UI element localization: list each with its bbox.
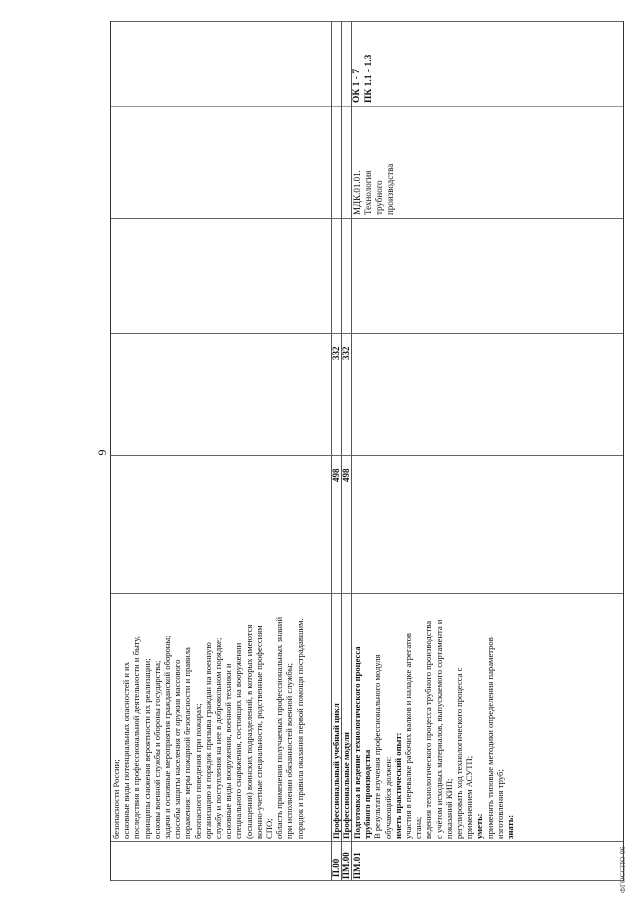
- upper-content-block: [111, 617, 305, 839]
- curriculum-table: [110, 21, 624, 881]
- content-line: поражения: меры пожарной безопасности и правила: [182, 647, 193, 839]
- content-line: обучающийся должен:: [382, 756, 393, 839]
- row-title: Профессиональные модули: [341, 732, 351, 839]
- content-line: стана;: [413, 816, 424, 839]
- classroom-hours: 332: [331, 346, 341, 360]
- content-line: иметь практический опыт:: [392, 732, 403, 839]
- classroom-hours: 332: [341, 346, 351, 360]
- column-border: [111, 841, 623, 842]
- competency-line: ПК 1.1 - 1.3: [363, 54, 374, 103]
- document-footer: ФГОССПО-06: [618, 846, 627, 893]
- content-line: область применения получаемых профессиональных знаний: [274, 616, 285, 839]
- content-line: службу и поступления на нее в добровольном порядке;: [213, 637, 224, 839]
- mdk-line: производства: [385, 163, 395, 215]
- row-code: ПМ.01: [352, 852, 362, 879]
- column-border: [111, 880, 623, 881]
- content-line: уметь:: [474, 813, 485, 839]
- content-line: показаний КИП;: [443, 778, 454, 839]
- content-line: при исполнении обязанностей военной службы;: [284, 662, 295, 839]
- content-line: В результате изучения профессионального модуля: [372, 654, 383, 839]
- content-line: безопасности России;: [111, 759, 121, 839]
- column-border: [111, 106, 623, 107]
- total-hours: 498: [331, 468, 341, 482]
- content-line: основы военной службы и обороны государства;: [151, 660, 162, 839]
- mdk-course-name: [352, 164, 396, 215]
- content-line: (оснащении) воинских подразделений, в которых имеются: [243, 624, 254, 839]
- content-line: участия в перевалке рабочих валков и наладке агрегатов: [403, 633, 414, 839]
- column-border: [111, 218, 623, 219]
- column-border: [111, 333, 623, 334]
- content-line: знать:: [505, 814, 516, 839]
- competency-codes: [352, 55, 375, 103]
- mdk-line: трубного: [374, 180, 384, 215]
- content-line: способы защиты населения от оружия массового: [172, 659, 183, 839]
- content-line: изготовления труб;: [494, 769, 505, 839]
- page-number: 9: [95, 449, 109, 456]
- column-border: [111, 455, 623, 456]
- content-line: ведения технологического процесса трубного производства: [423, 620, 434, 839]
- row-title: Профессиональный учебный цикл: [331, 703, 341, 839]
- row-code: П.00: [331, 858, 341, 877]
- row-code: ПМ.00: [341, 852, 351, 879]
- content-line: с учётом исходных материалов, выпускаемого сортамента и: [433, 619, 444, 839]
- content-line: трубного производства: [362, 749, 373, 839]
- content-line: порядок и правила оказания первой помощи пострадавшим.: [294, 618, 305, 839]
- content-line: военно-учетные специальности, родственные профессиям: [253, 625, 264, 839]
- content-line: задачи и основные мероприятия гражданской обороны;: [162, 635, 173, 839]
- content-line: специального снаряжения, состоящих на вооружении: [233, 642, 244, 839]
- competency-line: ОК 1 - 7: [352, 68, 362, 103]
- pm01-content-block: [352, 620, 515, 839]
- content-line: последствия в профессиональной деятельности и быту,: [131, 636, 142, 839]
- content-line: безопасного поведения при пожарах;: [192, 703, 203, 839]
- content-line: применять типовые методики определения параметров: [484, 637, 495, 839]
- content-line: основные виды потенциальных опасностей и их: [121, 661, 132, 839]
- total-hours: 498: [341, 468, 351, 482]
- column-border: [111, 21, 623, 22]
- content-line: регулировать ход технологического процесса с: [454, 667, 465, 839]
- content-line: основные виды вооружения, военной техники и: [223, 663, 234, 839]
- content-line: Подготовка и ведение технологического процесса: [352, 646, 362, 839]
- content-line: принципы снижения вероятности их реализации;: [141, 658, 152, 839]
- column-border: [111, 593, 623, 594]
- content-line: СПО;: [264, 818, 275, 839]
- content-line: применением АСУТП;: [464, 755, 475, 839]
- mdk-line: МДК.01.01.: [352, 170, 362, 215]
- mdk-line: Технология: [363, 170, 373, 215]
- content-line: организацию и порядок призыва граждан на военную: [202, 642, 213, 839]
